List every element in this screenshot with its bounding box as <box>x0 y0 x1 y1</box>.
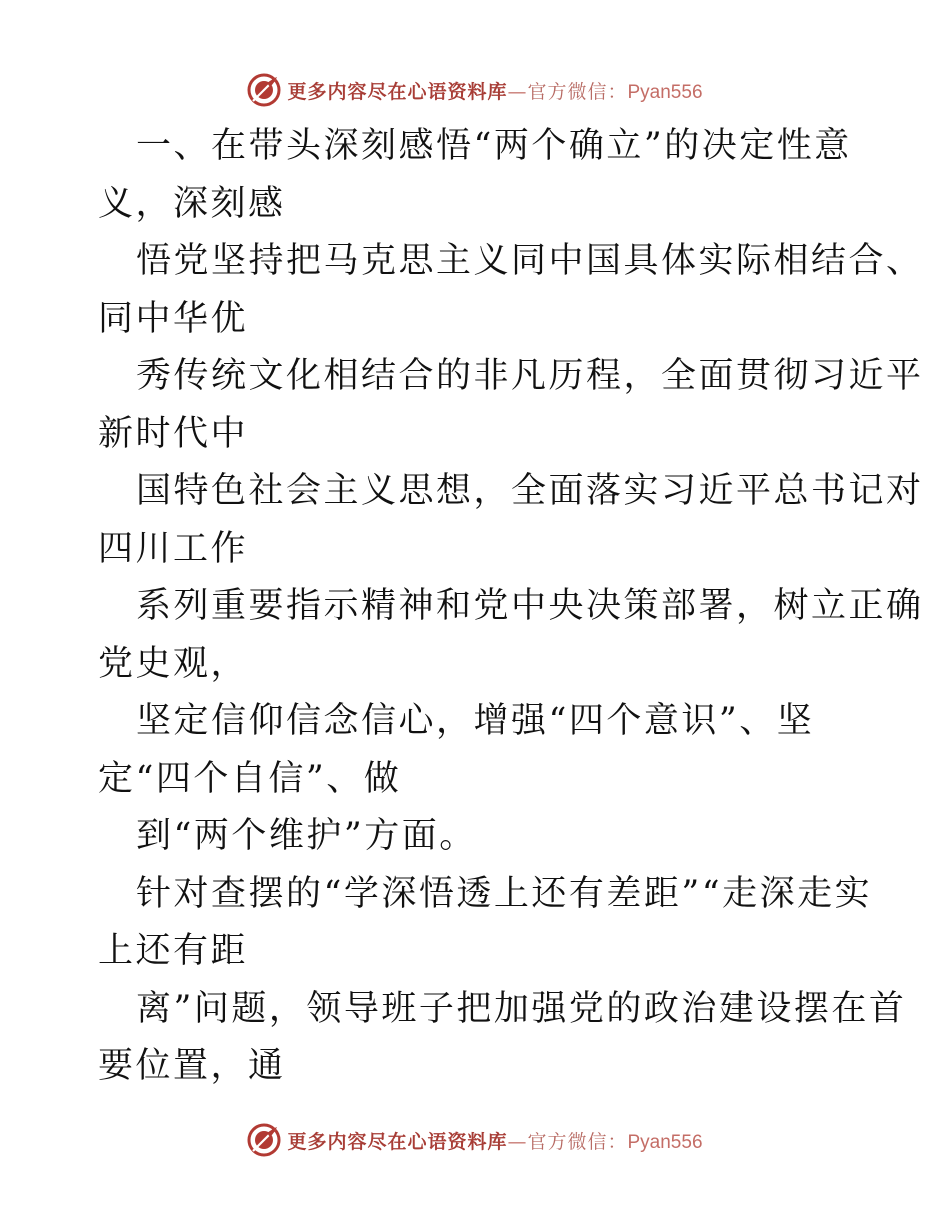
quill-seal-logo-icon <box>247 73 281 107</box>
watermark-account: Pyan556 <box>627 1131 703 1153</box>
text-line: 上还有距 <box>98 931 249 971</box>
text-line: 悟党坚持把马克思主义同中国具体实际相结合、 <box>136 241 924 281</box>
text-line: 新时代中 <box>98 413 249 454</box>
text-line: 坚定信仰信念信心，增强“四个意识”、坚 <box>136 701 815 741</box>
text-line: 四川工作 <box>98 528 249 569</box>
watermark-account: Pyan556 <box>627 81 703 103</box>
watermark-brand: 更多内容尽在心语资料库 <box>287 1130 508 1153</box>
text-line: 定“四个自信”、做 <box>98 758 402 799</box>
text-line: 要位置，通 <box>98 1046 286 1086</box>
text-line: 离”问题，领导班子把加强党的政治建设摆在首 <box>136 988 907 1029</box>
text-line: 一、在带头深刻感悟“两个确立”的决定性意 <box>136 126 852 166</box>
footer-watermark <box>0 1120 950 1160</box>
text-line: 同中华优 <box>98 298 249 339</box>
document-body <box>98 118 924 1096</box>
text-line: 义，深刻感 <box>98 183 286 224</box>
watermark-separator: — <box>507 1130 528 1153</box>
watermark-brand: 更多内容尽在心语资料库 <box>287 80 508 103</box>
text-line: 党史观， <box>98 643 249 684</box>
text-line: 到“两个维护”方面。 <box>136 816 477 856</box>
text-line: 系列重要指示精神和党中央决策部署，树立正确 <box>136 586 924 626</box>
text-line: 国特色社会主义思想，全面落实习近平总书记对 <box>136 471 924 511</box>
watermark-text <box>287 1127 702 1154</box>
header-watermark <box>0 70 950 110</box>
watermark-label: 官方微信： <box>527 80 628 103</box>
watermark-label: 官方微信： <box>527 1130 628 1153</box>
text-line: 秀传统文化相结合的非凡历程，全面贯彻习近平 <box>136 356 924 396</box>
watermark-text <box>287 77 702 104</box>
watermark-separator: — <box>507 80 528 103</box>
text-line: 针对查摆的“学深悟透上还有差距”“走深走实 <box>136 873 873 914</box>
quill-seal-logo-icon <box>247 1123 281 1157</box>
